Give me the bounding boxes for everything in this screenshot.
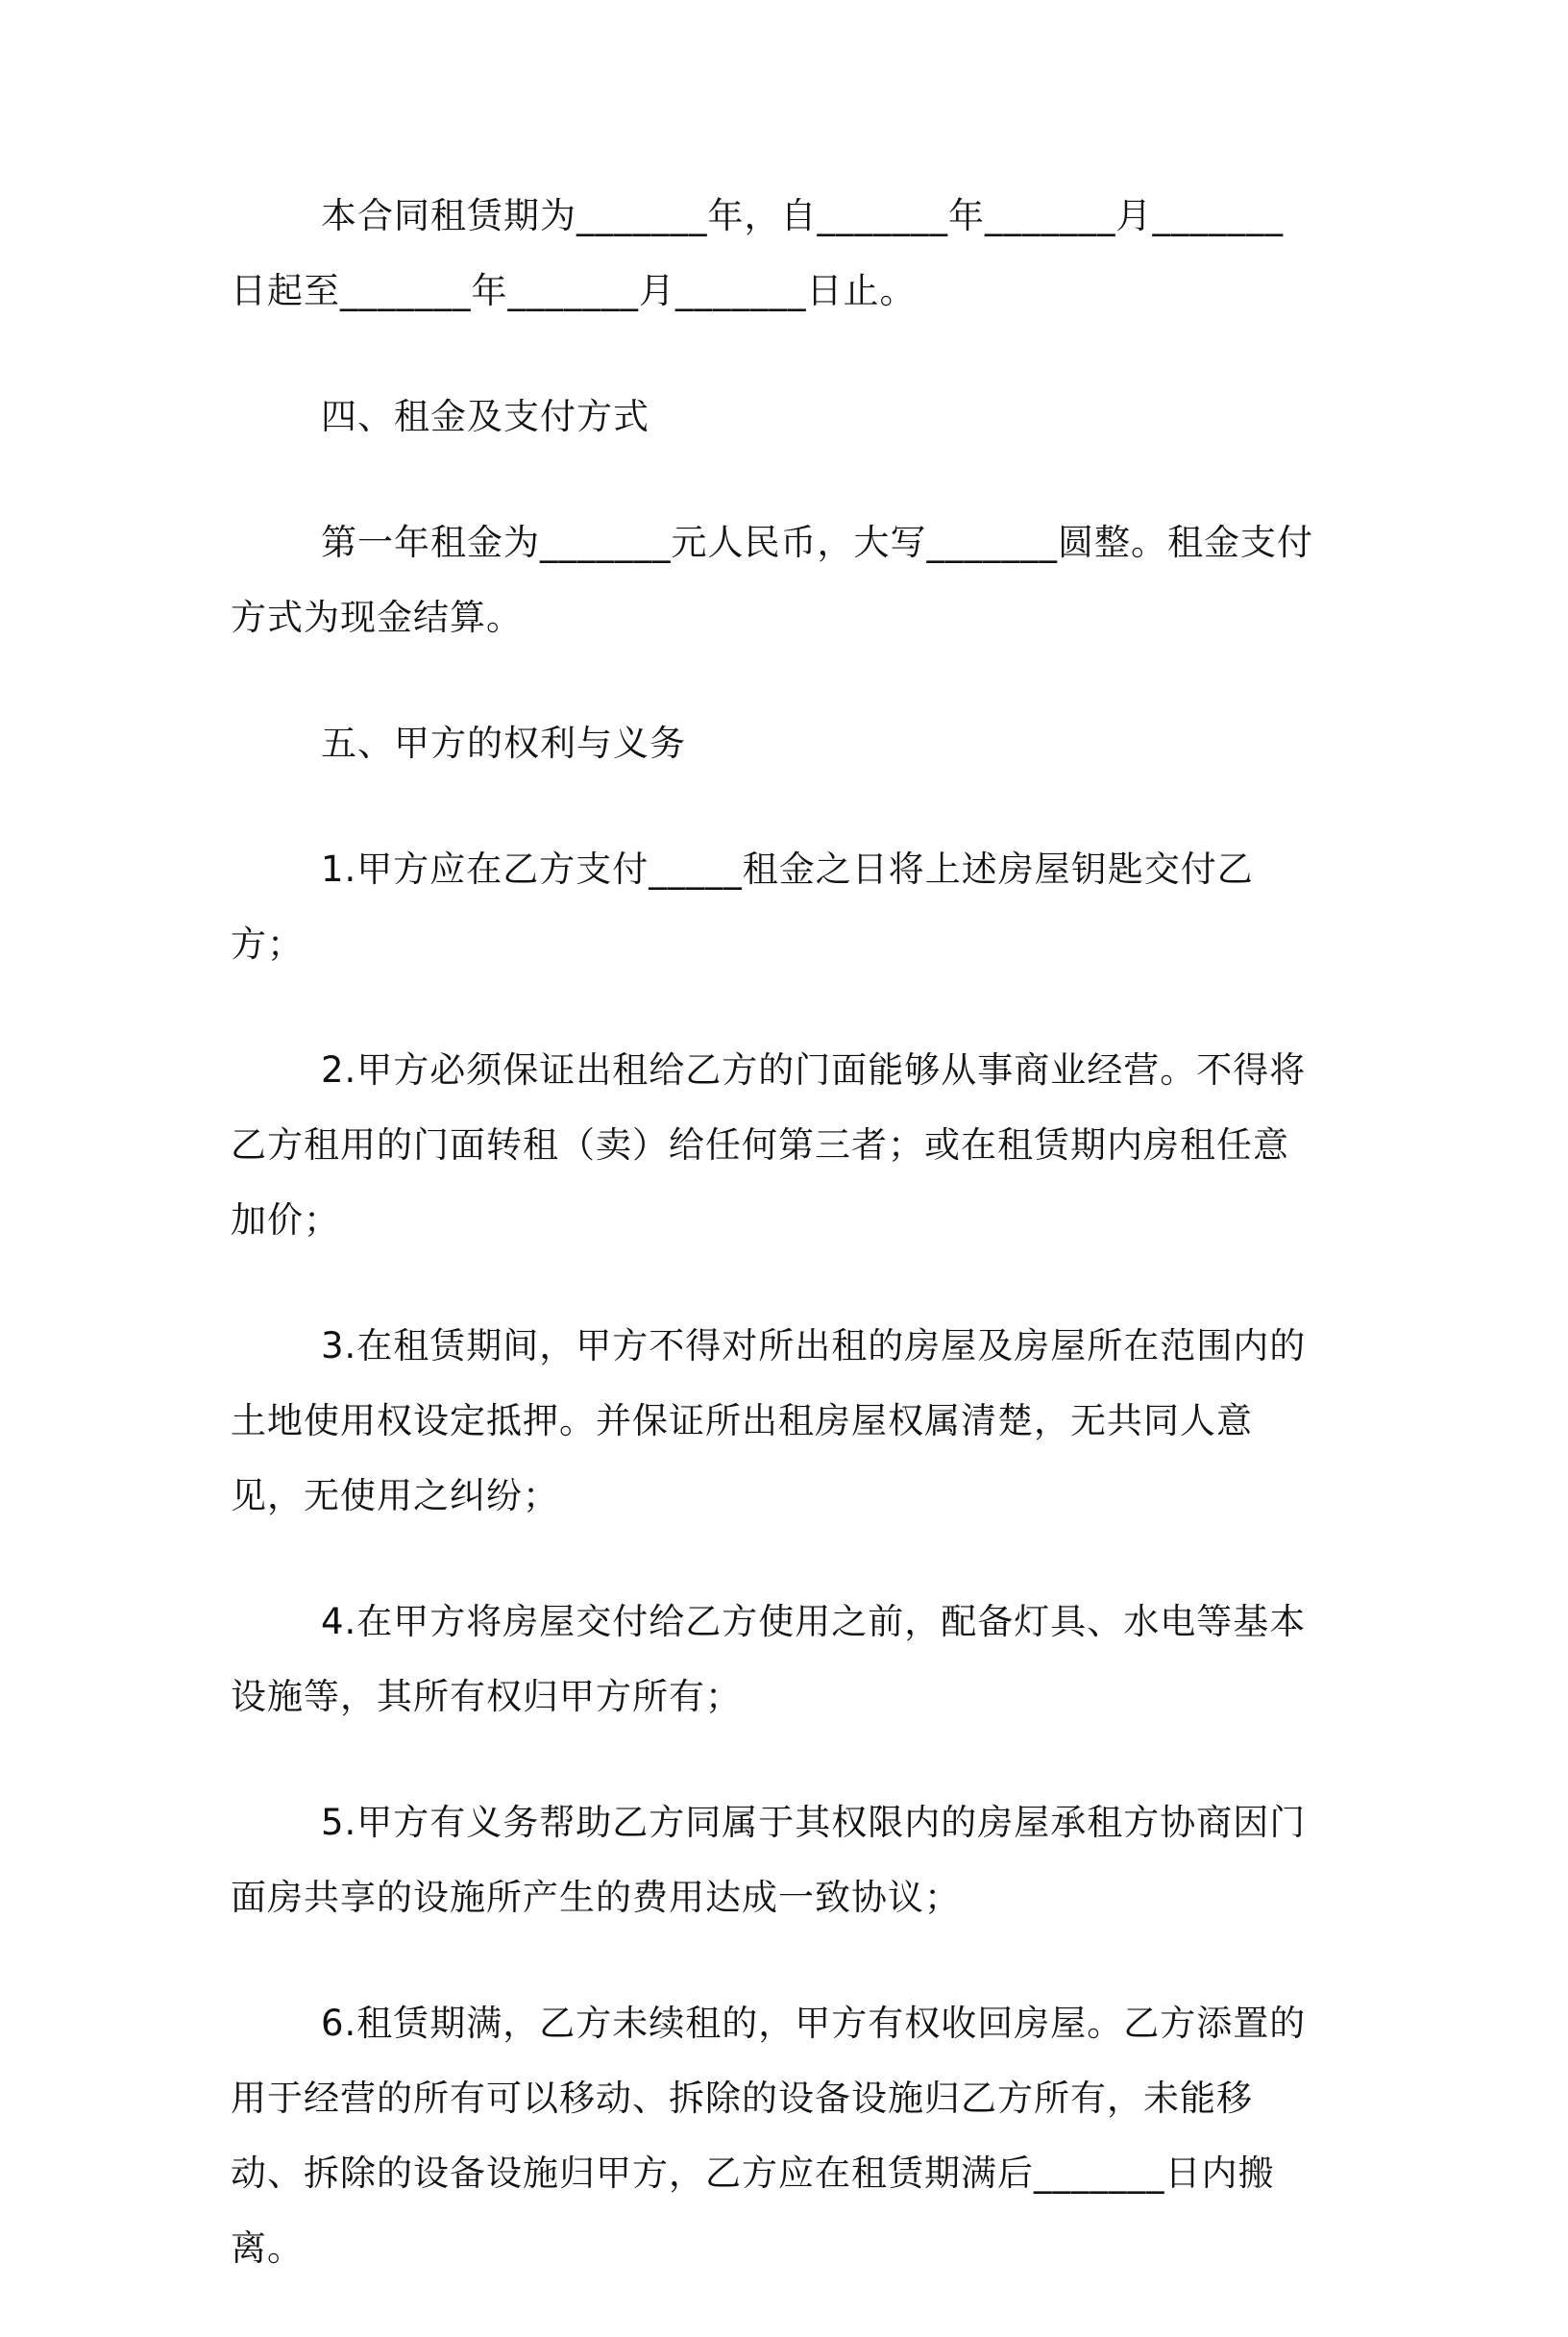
clause-4-paragraph: 4.在甲方将房屋交付给乙方使用之前，配备灯具、水电等基本设施等，其所有权归甲方所有； <box>231 1601 1307 1717</box>
section-heading-party-a: 五、甲方的权利与义务 <box>321 723 686 764</box>
lease-term-paragraph: 本合同租赁期为_______年，自_______年_______月_______日起至_______年_______月_______日止。 <box>231 195 1284 311</box>
clause-6-paragraph: 6.租赁期满，乙方未续租的，甲方有权收回房屋。乙方添置的用于经营的所有可以移动、拆除的设备设施归乙方所有，未能移动、拆除的设备设施归甲方，乙方应在租赁期满后_______日内搬离。 <box>231 2003 1307 2269</box>
clause-3-paragraph: 3.在租赁期间，甲方不得对所出租的房屋及房屋所在范围内的土地使用权设定抵押。并保证所出租房屋权属清楚，无共同人意见，无使用之纠纷； <box>231 1325 1307 1516</box>
document-body <box>231 179 1316 2337</box>
clause-5-paragraph: 5.甲方有义务帮助乙方同属于其权限内的房屋承租方协商因门面房共享的设施所产生的费用达成一致协议； <box>231 1802 1307 1918</box>
clause-2-paragraph: 2.甲方必须保证出租给乙方的门面能够从事商业经营。不得将乙方租用的门面转租（卖）给任何第三者；或在租赁期内房租任意加价； <box>231 1049 1307 1241</box>
clause-1-paragraph: 1.甲方应在乙方支付_____租金之日将上述房屋钥匙交付乙方； <box>231 849 1254 965</box>
rent-paragraph: 第一年租金为_______元人民币，大写_______圆整。租金支付方式为现金结算。 <box>231 522 1313 638</box>
section-heading-rent: 四、租金及支付方式 <box>321 396 649 437</box>
